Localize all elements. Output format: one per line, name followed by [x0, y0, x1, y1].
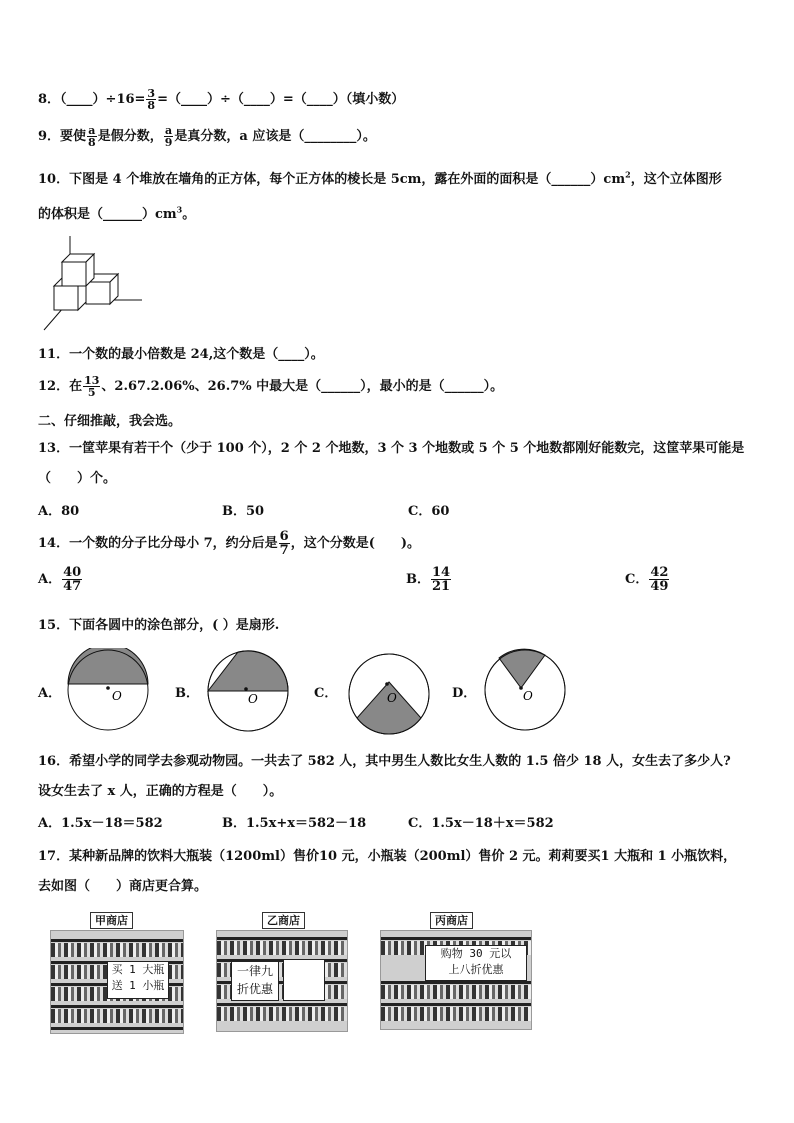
q14-option-a[interactable]: A． $\frac{40}{47}$ [38, 565, 82, 594]
svg-text:O: O [523, 689, 533, 703]
q8-text-a: 8．（____）÷16= [38, 92, 146, 107]
question-16-line-2: 设女生去了 x 人，正确的方程是（ ）。 [38, 784, 283, 799]
q15-circle-a [66, 648, 150, 732]
svg-text:O: O [112, 689, 122, 703]
question-8 [38, 88, 404, 111]
shop-photo-bing [380, 930, 532, 1030]
q13-option-b[interactable]: B．50 [222, 504, 265, 519]
shop-yi-sign: 一律九 折优惠 [231, 961, 279, 1001]
q13-option-a[interactable]: A．80 [38, 504, 80, 519]
q14-option-c[interactable]: C． $\frac{42}{49}$ [625, 565, 669, 594]
q8-text-b: =（____）÷（____）=（____）（填小数） [157, 92, 405, 107]
shop-bing-sign: 购物 30 元以 上八折优惠 [425, 945, 527, 981]
shop-jia-sign: 买 1 大瓶 送 1 小瓶 [107, 961, 169, 999]
question-16-line-1: 16．希望小学的同学去参观动物园。一共去了 582 人，其中男生人数比女生人数的 1.5 倍少 18 人，女生去了多少人? [38, 754, 731, 769]
shop-bing-label: 丙商店 [430, 912, 473, 929]
q9-fraction-1: $\frac{a}{8}$ [88, 124, 96, 149]
question-9: 9．要使 $\frac{a}{8}$ 是假分数， $\frac{a}{9}$ 是真分数，a 应该是（________）。 [38, 124, 376, 149]
q16-option-a[interactable]: A．1.5x－18＝582 [38, 816, 163, 831]
q15-circle-c [347, 650, 431, 740]
q14-fraction: $\frac{6}{7}$ [279, 529, 289, 558]
q8-fraction: $\frac{3}{8}$ [147, 87, 156, 112]
question-14: 14．一个数的分子比分母小 7，约分后是 $\frac{6}{7}$ ，这个分数是( )。 [38, 529, 421, 558]
q15-option-b[interactable]: B． [175, 686, 199, 701]
q16-option-c[interactable]: C．1.5x－18＋x＝582 [408, 816, 554, 831]
q15-circle-b [205, 648, 291, 734]
question-15: 15．下面各圆中的涂色部分，( ）是扇形. [38, 618, 280, 633]
question-11: 11．一个数的最小倍数是 24,这个数是（____）。 [38, 347, 324, 362]
question-17-line-2: 去如图（ ）商店更合算。 [38, 879, 208, 894]
question-17-line-1: 17．某种新品牌的饮料大瓶装（1200ml）售价10 元，小瓶装（200ml）售价 2 元。莉莉要买1 大瓶和 1 小瓶饮料， [38, 849, 737, 864]
q16-option-b[interactable]: B．1.5x+x＝582－18 [222, 816, 367, 831]
shop-jia-label: 甲商店 [90, 912, 133, 929]
question-13-line-2: （ ）个。 [38, 471, 117, 486]
q9-fraction-2: $\frac{a}{9}$ [164, 124, 173, 149]
shop-photo-yi [216, 930, 348, 1032]
shop-photo-jia [50, 930, 184, 1034]
q15-option-d[interactable]: D． [452, 686, 477, 701]
question-10-line-2: 的体积是$(\_\_\_\_\_\_)cm^3$。 [38, 204, 196, 222]
q15-circle-d [483, 648, 567, 732]
q15-option-a[interactable]: A． [38, 686, 62, 701]
corner-cubes-figure [38, 234, 158, 334]
q15-option-c[interactable]: C． [314, 686, 338, 701]
q13-option-c[interactable]: C．60 [408, 504, 450, 519]
question-10-line-1: 10．下图是 4 个堆放在墙角的正方体，每个正方体的棱长是 5cm，露在外面的面积是$(\_\_\_\_\_\_)cm^2$，这个立体图形 [38, 169, 722, 187]
q12-fraction: $\frac{13}{5}$ [84, 374, 100, 399]
q14-option-b[interactable]: B． $\frac{14}{21}$ [406, 565, 451, 594]
svg-text:O: O [248, 692, 258, 706]
question-12: 12．在 $\frac{13}{5}$ 、2.67.2.06%、26.7% 中最大是（______），最小的是（______）。 [38, 374, 504, 399]
shop-yi-label: 乙商店 [262, 912, 305, 929]
svg-text:O: O [387, 691, 397, 705]
question-13-line-1: 13．一筐苹果有若干个（少于 100 个），2 个 2 个地数，3 个 3 个地数或 5 个 5 个地数都刚好能数完，这筐苹果可能是 [38, 441, 745, 456]
section-2-heading: 二、仔细推敲，我会选。 [38, 414, 182, 429]
